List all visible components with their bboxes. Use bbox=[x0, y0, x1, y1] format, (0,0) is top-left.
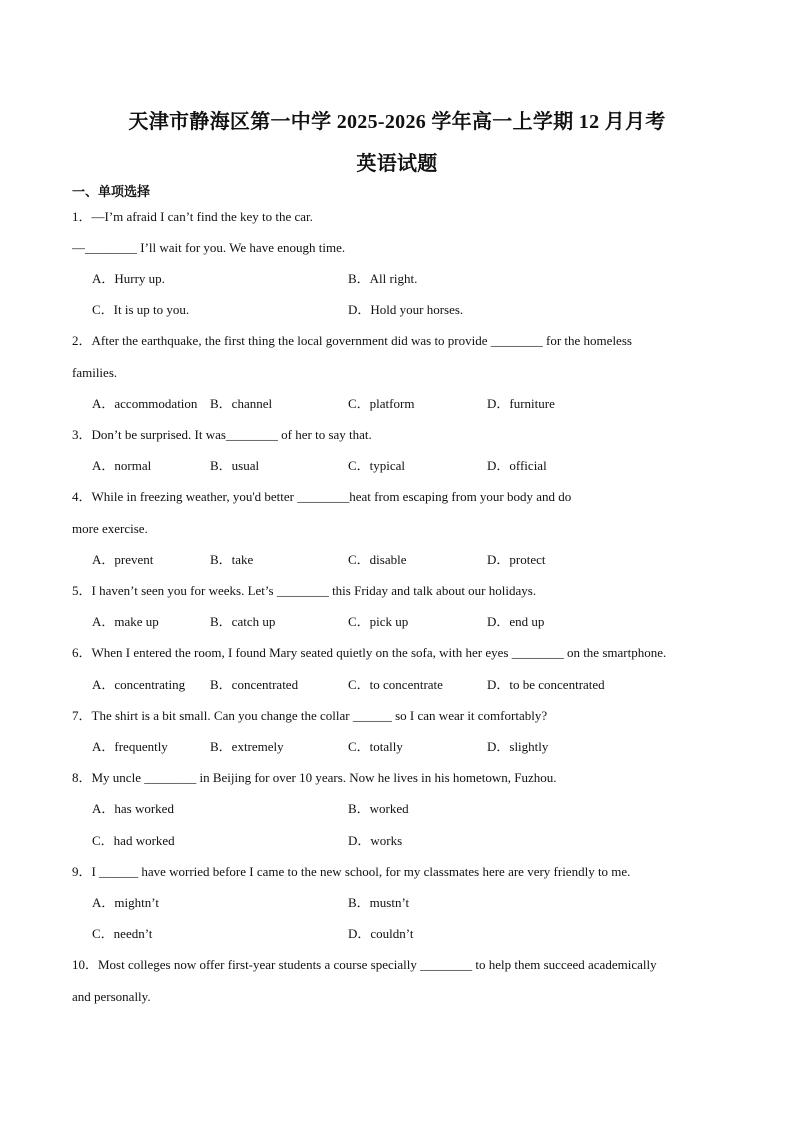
option-b: B．worked bbox=[348, 801, 409, 816]
option-b: B．mustn’t bbox=[348, 895, 410, 910]
option-d: D．protect bbox=[487, 552, 546, 567]
option-b: B．channel bbox=[210, 396, 273, 411]
option-d: D．furniture bbox=[487, 396, 555, 411]
option-a: A．concentrating bbox=[92, 677, 186, 692]
option-c: C．disable bbox=[348, 552, 407, 567]
option-d: D．couldn’t bbox=[348, 926, 414, 941]
option-a: A．mightn’t bbox=[92, 895, 159, 910]
option-a: A．Hurry up. bbox=[92, 271, 165, 286]
question-text: 2．After the earthquake, the first thing the local government did was to provide ________ for the homeless bbox=[72, 333, 632, 348]
option-a: A．has worked bbox=[92, 801, 174, 816]
section-heading: 一、单项选择 bbox=[72, 184, 151, 199]
option-c: C．pick up bbox=[348, 614, 409, 629]
exam-title: 天津市静海区第一中学 2025-2026 学年高一上学期 12 月月考 bbox=[128, 111, 666, 133]
option-d: D．slightly bbox=[487, 739, 549, 754]
option-d: D．official bbox=[487, 458, 547, 473]
option-b: B．All right. bbox=[348, 271, 418, 286]
option-a: A．normal bbox=[92, 458, 152, 473]
option-b: B．take bbox=[210, 552, 254, 567]
option-a: A．frequently bbox=[92, 739, 168, 754]
question-text: 4．While in freezing weather, you'd better ________heat from escaping from your body and do bbox=[72, 489, 572, 504]
question-text: and personally. bbox=[72, 989, 151, 1004]
option-b: B．concentrated bbox=[210, 677, 299, 692]
option-a: A．prevent bbox=[92, 552, 154, 567]
question-text: more exercise. bbox=[72, 521, 148, 536]
question-text: 8．My uncle ________ in Beijing for over 10 years. Now he lives in his hometown, Fuzhou. bbox=[72, 770, 557, 785]
question-text: —________ I’ll wait for you. We have enough time. bbox=[72, 240, 346, 255]
exam-subtitle: 英语试题 bbox=[356, 153, 438, 175]
question-text: 1．—I’m afraid I can’t find the key to the car. bbox=[72, 209, 313, 224]
question-text: 7．The shirt is a bit small. Can you change the collar ______ so I can wear it comfortably? bbox=[72, 708, 548, 723]
option-b: B．extremely bbox=[210, 739, 284, 754]
option-c: C．totally bbox=[348, 739, 403, 754]
option-c: C．It is up to you. bbox=[92, 302, 190, 317]
question-text: 6．When I entered the room, I found Mary seated quietly on the sofa, with her eyes ________ on the smartphone. bbox=[72, 645, 667, 660]
question-text: 10．Most colleges now offer first-year students a course specially ________ to help them succeed academically bbox=[72, 957, 657, 972]
question-text: 3．Don’t be surprised. It was________ of her to say that. bbox=[72, 427, 372, 442]
option-c: C．had worked bbox=[92, 833, 175, 848]
option-c: C．typical bbox=[348, 458, 406, 473]
option-d: D．end up bbox=[487, 614, 545, 629]
question-text: families. bbox=[72, 365, 118, 380]
option-c: C．platform bbox=[348, 396, 415, 411]
option-a: A．accommodation bbox=[92, 396, 198, 411]
option-c: C．to concentrate bbox=[348, 677, 443, 692]
option-d: D．to be concentrated bbox=[487, 677, 605, 692]
option-b: B．usual bbox=[210, 458, 260, 473]
option-b: B．catch up bbox=[210, 614, 276, 629]
option-d: D．Hold your horses. bbox=[348, 302, 464, 317]
option-d: D．works bbox=[348, 833, 403, 848]
option-a: A．make up bbox=[92, 614, 159, 629]
question-text: 5．I haven’t seen you for weeks. Let’s ________ this Friday and talk about our holidays. bbox=[72, 583, 537, 598]
option-c: C．needn’t bbox=[92, 926, 153, 941]
question-text: 9．I ______ have worried before I came to the new school, for my classmates here are very friendly to me. bbox=[72, 864, 631, 879]
